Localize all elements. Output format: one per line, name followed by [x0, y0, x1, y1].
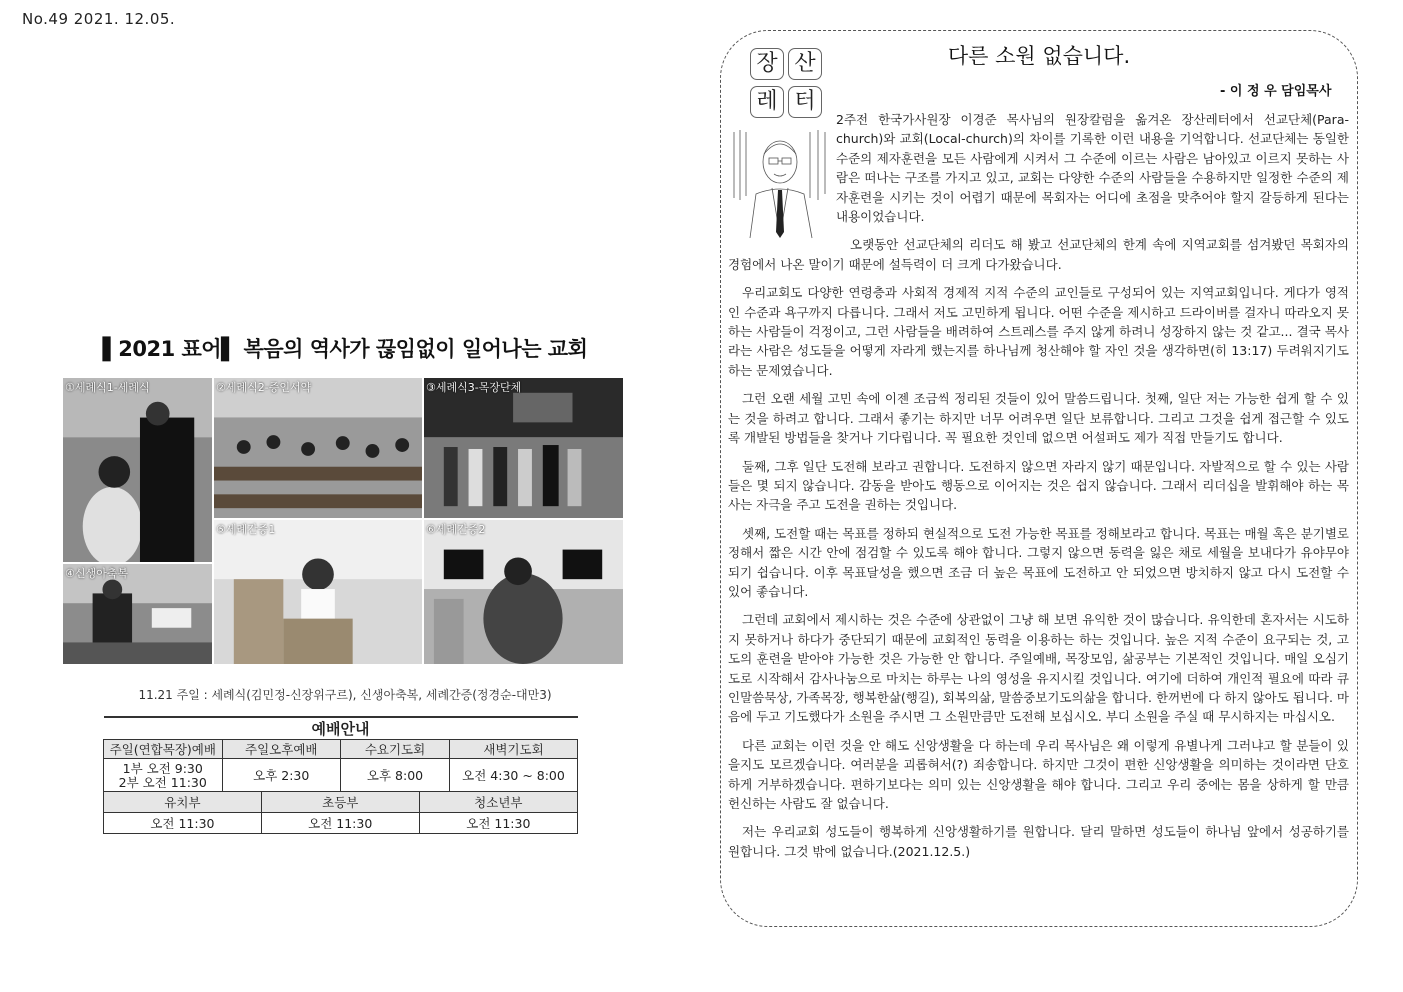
- department-time: 오전 11:30: [261, 813, 419, 834]
- logo-char: 산: [788, 48, 822, 80]
- letter-title: 다른 소원 없습니다.: [947, 44, 1131, 68]
- photo-collage-caption: 11.21 주일 : 세례식(김민정-신장위구르), 신생아축복, 세례간증(정경순-대만3): [138, 688, 552, 702]
- sunday-service-time-1: 1부 오전 9:30: [122, 761, 203, 776]
- letter-paragraph: 둘째, 그후 일단 도전해 보라고 권합니다. 도전하지 않으면 자라지 않기 때문입니다. 자발적으로 할 수 있는 사람들은 몇 되지 않습니다. 감동을 받아도 행동으로 이어지는 것은 쉽지 않습니다. 그래서 리더십을 발휘해야 하는 목사는 자극을 주고 도전을 권하는 것입니다.: [728, 458, 1349, 513]
- department-schedule-table: [103, 791, 578, 834]
- logo-char: 레: [750, 86, 784, 118]
- photo-collage: [62, 377, 624, 665]
- sunday-service-times: [104, 759, 223, 794]
- letter-paragraph: 저는 우리교회 성도들이 행복하게 신앙생활하기를 원합니다. 달리 말하면 성도들이 하나님 앞에서 성공하기를 원합니다. 그것 밖에 없습니다.(2021.12.5.): [728, 824, 1349, 859]
- service-time: 오전 4:30 ~ 8:00: [450, 759, 578, 794]
- photo-caption-5: ⑤세례간증1: [216, 523, 276, 536]
- department-header: 청소년부: [419, 792, 577, 813]
- service-schedule-title: 예배안내: [104, 717, 578, 740]
- photo-caption-3: ③세례식3-목장단체: [426, 381, 522, 394]
- photo-caption-2: ②세례식2-증인서약: [216, 381, 312, 394]
- photo-caption-1: ①세례식1-세례식: [65, 381, 150, 394]
- letter-body: [728, 110, 1349, 870]
- service-header: 새벽기도회: [450, 740, 578, 759]
- letter-paragraph: 그런데 교회에서 제시하는 것은 수준에 상관없이 그냥 해 보면 유익한 것이 많습니다. 유익한데 혼자서는 시도하지 못하거나 하다가 중단되기 때문에 교회적인 동력을 이용하는 하는 것입니다. 높은 지적 수준이 요구되는 것, 고도의 훈련을 받아야 가능한 것은 가능한 안 합니다. 주일예배, 목장모임, 삶공부는 기본적인 것입니다. 매일 오심기도로 시작해서 감사나눔으로 마치는 하루는 나의 영성을 유지시킬 것입니다. 여기에 더하여 개인적 필요에 따라 큐인말씀묵상, 가족목장, 행복한삶(행길), 회복의삶, 말씀중보기도의삶을 합니다. 한꺼번에 다 하지 않아도 됩니다. 마음에 두고 기도했다가 소원을 주시면 그 소원만큼만 도전해 보십시오. 부디 소원을 주실 때 무시하지는 마십시오.: [728, 612, 1349, 725]
- photo-caption-4: ④신생아축복: [65, 567, 128, 580]
- letter-author: - 이 정 우 담임목사: [1220, 84, 1332, 99]
- department-time: 오전 11:30: [104, 813, 262, 834]
- letter-paragraph: 셋째, 도전할 때는 목표를 정하되 현실적으로 도전 가능한 목표를 정해보라고 합니다. 목표는 매월 혹은 분기별로 정해서 짧은 시간 안에 점검할 수 있도록 해야 합니다. 그렇지 않으면 동력을 잃은 채로 세월을 보내다가 유야무야되기 쉽습니다. 이후 목표달성을 했으면 조금 더 높은 목표에 도전하고 안 되었으면 방치하지 않고 다시 도전할 수 있어 좋습니다.: [728, 525, 1349, 599]
- photo-newborn-blessing: [62, 563, 213, 665]
- service-header: 주일오후예배: [222, 740, 341, 759]
- photo-testimony-1: [213, 519, 423, 665]
- letter-paragraph: 다른 교회는 이런 것을 안 해도 신앙생활을 다 하는데 우리 목사님은 왜 이렇게 유별나게 그러냐고 할 분들이 있을지도 모르겠습니다. 여러분을 괴롭혀서(?) 죄송합니다. 하지만 그것이 편한 신앙생활을 의미하는 것이라면 단호하게 거부하겠습니다. 편하기보다는 의미 있는 신앙생활을 해야 합니다. 그리고 우리 중에는 몸을 상하게 할 만큼 헌신하는 사람도 잘 없습니다.: [728, 737, 1349, 811]
- department-header: 초등부: [261, 792, 419, 813]
- logo-char: 장: [750, 48, 784, 80]
- issue-number: No.49 2021. 12.05.: [22, 10, 176, 28]
- sunday-service-time-2: 2부 오전 11:30: [118, 775, 207, 790]
- letter-paragraph: 오랫동안 선교단체의 리더도 해 봤고 선교단체의 한계 속에 지역교회를 섬겨봤던 목회자의 경험에서 나온 말이기 때문에 설득력이 더 크게 다가왔습니다.: [728, 237, 1349, 272]
- service-time: 오후 2:30: [222, 759, 341, 794]
- service-header: 주일(연합목장)예배: [104, 740, 223, 759]
- department-header: 유치부: [104, 792, 262, 813]
- photo-baptism-2: [213, 377, 423, 519]
- service-schedule-table: [103, 716, 578, 794]
- service-time: 오후 8:00: [341, 759, 450, 794]
- photo-baptism-1: [62, 377, 213, 563]
- photo-baptism-3: [423, 377, 624, 519]
- photo-testimony-2: [423, 519, 624, 665]
- letter-paragraph: 그런 오랜 세월 고민 속에 이젠 조금씩 정리된 것들이 있어 말씀드립니다. 첫째, 일단 저는 가능한 쉽게 할 수 있는 것을 하려고 합니다. 그래서 좋기는 하지만 너무 어려우면 일단 보류합니다. 그리고 그것을 쉽게 접근할 수 있도록 개발된 방법들을 찾거나 기다립니다. 꼭 필요한 것인데 없으면 어설퍼도 제가 직접 만들기도 합니다.: [728, 391, 1349, 446]
- letter-paragraph: 우리교회도 다양한 연령층과 사회적 경제적 지적 수준의 교인들로 구성되어 있는 지역교회입니다. 게다가 영적인 수준과 욕구까지 다릅니다. 그래서 저도 고민하게 됩니다. 어떤 수준을 제시하고 드라이버를 걸자니 따라오지 못하는 사람들이 걱정이고, 그런 사람들을 배려하여 스트레스를 주지 않게 하려니 성장하지 않는 것 같고... 결국 목사라는 사람은 성도들을 어떻게 자라게 했는지를 하나님께 청산해야 할 자인 것을 생각하면(히 13:17) 두려워지기도 하는 문제였습니다.: [728, 285, 1349, 378]
- department-time: 오전 11:30: [419, 813, 577, 834]
- photo-caption-6: ⑥세례간증2: [426, 523, 486, 536]
- logo-char: 터: [788, 86, 822, 118]
- service-header: 수요기도회: [341, 740, 450, 759]
- church-motto: ▌2021 표어▌ 복음의 역사가 끊임없이 일어나는 교회: [102, 337, 588, 361]
- letter-paragraph: 2주전 한국가사원장 이경준 목사님의 원장칼럼을 옮겨온 장산레터에서 선교단체(Para-church)와 교회(Local-church)의 차이를 기록한 이런 내용을 기억합니다. 선교단체는 동일한 수준의 제자훈련을 모든 사람에게 시켜서 그 수준에 이르는 사람은 남아있고 이르지 못하는 사람은 떠나는 구조를 가지고 있고, 교회는 다양한 수준의 사람들을 수용하지만 일정한 수준의 제자훈련을 시키는 것이 어렵기 때문에 목회자는 어디에 초점을 맞추어야 할지 갈등하게 된다는 내용이었습니다.: [836, 112, 1349, 225]
